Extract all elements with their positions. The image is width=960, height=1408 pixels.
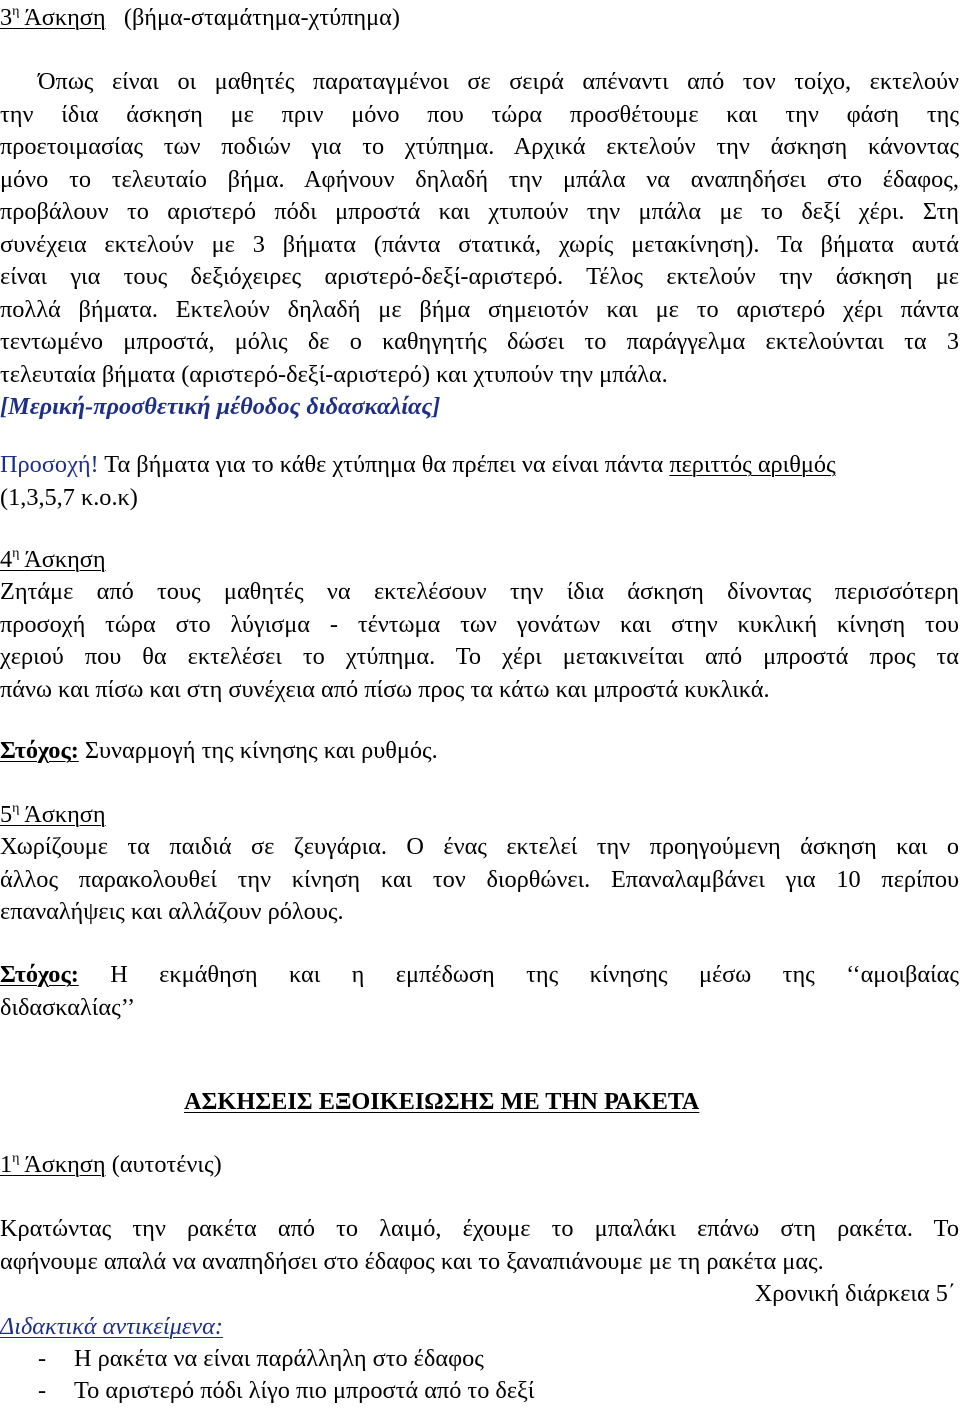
exercise-4-sup: η — [12, 545, 20, 561]
exercise-3-subtitle: (βήμα-σταμάτημα-χτύπημα) — [123, 4, 400, 31]
exercise-3-paragraph — [0, 66, 959, 424]
paragraph-line: άλλος παρακολουθεί την κίνηση και τον διορθώνει. Επαναλαμβάνει για 10 περίπου — [0, 865, 959, 893]
paragraph-line: την ίδια άσκηση με πριν μόνο που τώρα προσθέτουμε και την φάση της — [0, 100, 959, 128]
racket-exercise-1-paragraph — [0, 1213, 959, 1343]
paragraph-line: τελευταία βήματα (αριστερό-δεξί-αριστερό) και χτυπούν την μπάλα. — [0, 360, 668, 388]
bullet-dash: - — [38, 1345, 47, 1372]
paragraph-line: Όπως είναι οι μαθητές παραταγμένοι σε σειρά απέναντι από τον τοίχο, εκτελούν — [38, 68, 959, 95]
paragraph-line: Κρατώντας την ρακέτα από το λαιμό, έχουμε το μπαλάκι επάνω στη ρακέτα. Το — [0, 1215, 959, 1242]
goal-label: Στόχος: — [0, 737, 79, 764]
paragraph-line: είναι για τους δεξιόχειρες αριστερό-δεξί-αριστερό. Τέλος εκτελούν την άσκηση με — [0, 263, 959, 290]
paragraph-line: αφήνουμε απαλά να αναπηδήσει στο έδαφος και το ξαναπιάνουμε με τη ρακέτα μας. — [0, 1247, 824, 1275]
list-item-text: Το αριστερό πόδι λίγο πιο μπροστά από το δεξί — [74, 1377, 535, 1404]
note-block — [0, 449, 959, 514]
paragraph-line: Χωρίζουμε τα παιδιά σε ζευγάρια. Ο ένας εκτελεί την προηγούμενη άσκηση και ο — [0, 833, 959, 860]
exercise-3-title: Άσκηση — [24, 4, 106, 31]
racket-exercise-1-heading — [0, 1149, 959, 1182]
paragraph-line: χεριού που θα εκτελέσει το χτύπημα. Το χέρι μετακινείται από μπροστά προς τα — [0, 643, 959, 670]
paragraph-line: Ζητάμε από τους μαθητές να εκτελέσουν την ίδια άσκηση δίνοντας περισσότερη — [0, 578, 959, 605]
duration: Χρονική διάρκεια 5΄ — [754, 1280, 956, 1307]
exercise-5-paragraph — [0, 831, 959, 929]
goal-text-line-2: διδασκαλίας’’ — [0, 993, 136, 1021]
exercise-3-number: 3 — [0, 4, 13, 31]
exercise-4-number: 4 — [0, 546, 13, 573]
paragraph-line: τεντωμένο μπροστά, μόλις δε ο καθηγητής δώσει το παράγγελμα εκτελούνται τα 3 — [0, 328, 959, 355]
goal-text: Συναρμογή της κίνησης και ρυθμός. — [78, 737, 438, 764]
exercise-4-paragraph — [0, 576, 959, 706]
goal-text: Η εκμάθηση και η εμπέδωση της κίνησης μέσω της ‘‘αμοιβαίας — [78, 961, 959, 988]
exercise-5-sup: η — [12, 800, 20, 816]
section-heading: ΑΣΚΗΣΕΙΣ ΕΞΟΙΚΕΙΩΣΗΣ ΜΕ ΤΗΝ ΡΑΚΕΤΑ — [184, 1088, 700, 1115]
paragraph-line: προβάλουν το αριστερό πόδι μπροστά και χτυπούν την μπάλα με το δεξί χέρι. Στη — [0, 198, 959, 225]
note-text: Τα βήματα για το κάθε χτύπημα θα πρέπει να είναι πάντα — [98, 451, 670, 478]
exercise-5-number: 5 — [0, 801, 13, 828]
exercise-4-title: Άσκηση — [24, 546, 106, 573]
racket-exercise-1-sup: η — [12, 1150, 20, 1166]
bullet-dash: - — [38, 1377, 47, 1404]
racket-exercise-1-title: Άσκηση — [24, 1151, 106, 1178]
list-item-text: Η ρακέτα να είναι παράλληλη στο έδαφος — [74, 1345, 484, 1372]
paragraph-line: πολλά βήματα. Εκτελούν δηλαδή με βήμα σημειοτόν και με το αριστερό χέρι πάντα — [0, 295, 959, 323]
goal-label: Στόχος: — [0, 961, 79, 988]
teaching-points-label: Διδακτικά αντικείμενα: — [0, 1312, 224, 1340]
exercise-3-heading — [0, 2, 959, 35]
exercise-5-heading — [0, 799, 959, 832]
paragraph-line: προσοχή τώρα στο λύγισμα - τέντωμα των γονάτων και στην κυκλική κίνηση του — [0, 610, 959, 638]
racket-exercise-1-subtitle: (αυτοτένις) — [111, 1151, 222, 1178]
racket-exercise-1-number: 1 — [0, 1151, 13, 1178]
exercise-4-heading — [0, 544, 959, 577]
note-underlined: περιττός αριθμός — [669, 451, 836, 478]
note-label: Προσοχή! — [0, 451, 99, 478]
paragraph-line: πάνω και πίσω και στη συνέχεια από πίσω προς τα κάτω και μπροστά κυκλικά. — [0, 675, 770, 703]
teaching-method: [Μερική-προσθετική μέθοδος διδασκαλίας] — [0, 393, 441, 420]
exercise-3-sup: η — [12, 3, 20, 19]
exercise-5-goal — [0, 959, 959, 1024]
exercise-4-goal — [0, 735, 959, 768]
list-item — [38, 1375, 534, 1408]
paragraph-line: συνέχεια εκτελούν με 3 βήματα (πάντα στατικά, χωρίς μετακίνηση). Τα βήματα αυτά — [0, 230, 959, 258]
paragraph-line: επαναλήψεις και αλλάζουν ρόλους. — [0, 898, 344, 925]
list-item — [38, 1343, 484, 1376]
exercise-5-title: Άσκηση — [24, 801, 106, 828]
note-line-2: (1,3,5,7 κ.ο.κ) — [0, 483, 138, 511]
paragraph-line: προετοιμασίας των ποδιών για το χτύπημα. Αρχικά εκτελούν την άσκηση κάνοντας — [0, 133, 959, 160]
paragraph-line: μόνο το τελευταίο βήμα. Αφήνουν δηλαδή την μπάλα να αναπηδήσει στο έδαφος, — [0, 165, 959, 193]
